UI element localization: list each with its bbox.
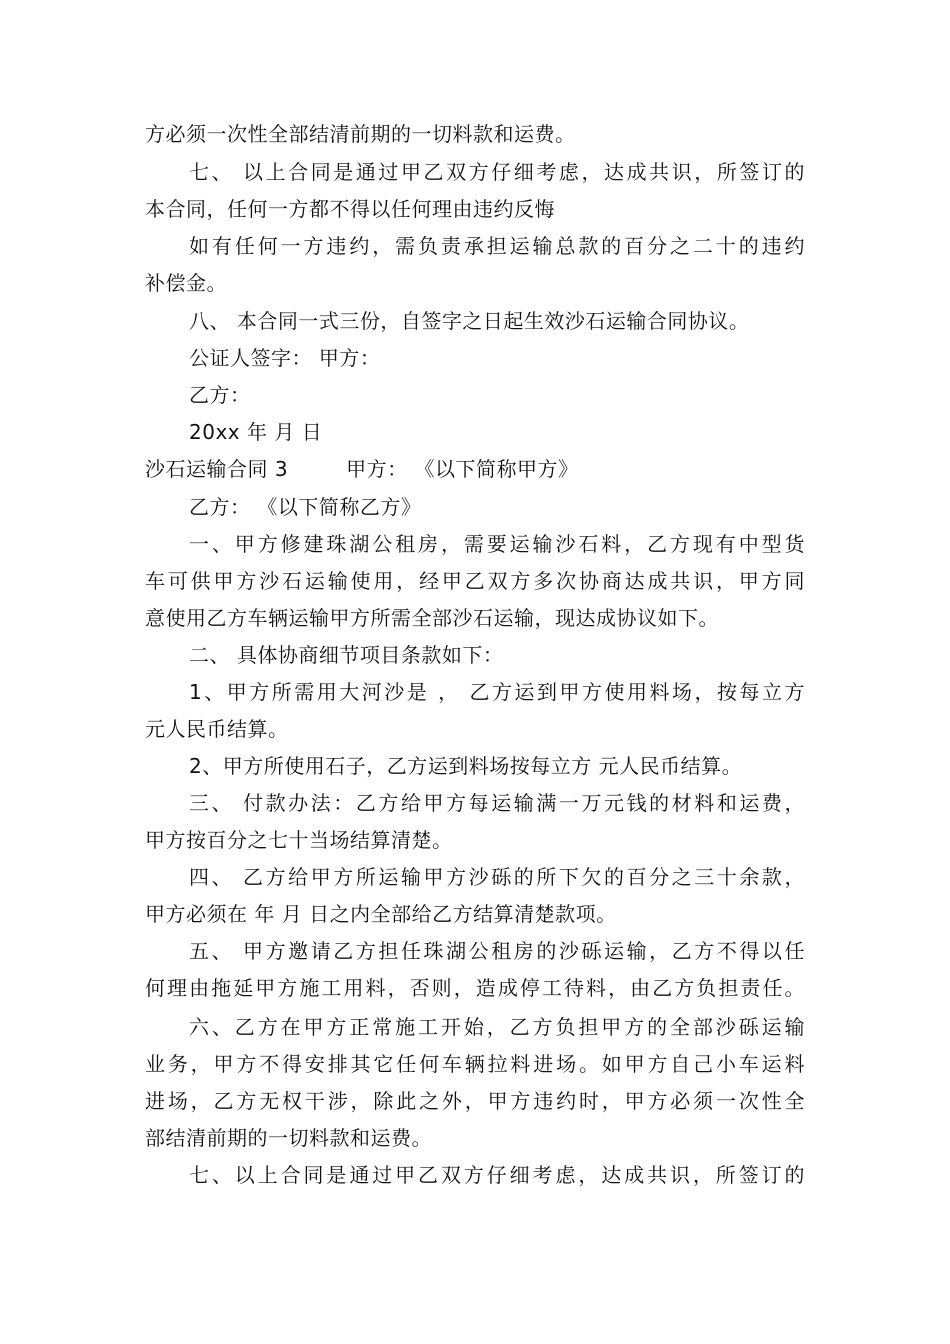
text-line: 六、乙方在甲方正常施工开始，乙方负担甲方的全部沙砾运输 [189, 1015, 805, 1039]
section-heading-line [145, 454, 578, 484]
text-line: 2、甲方所使用石子，乙方运到料场按每立方 元人民币结算。 [189, 754, 743, 778]
text-line: 二、 具体协商细节项目条款如下： [189, 643, 504, 667]
text-line: 七、 以上合同是通过甲乙双方仔细考虑，达成共识，所签订的 [189, 160, 805, 184]
text-line: 一、甲方修建珠湖公租房，需要运输沙石料，乙方现有中型货 [189, 532, 805, 556]
contract-title: 沙石运输合同 3 [145, 457, 289, 481]
text-line: 补偿金。 [145, 271, 227, 295]
text-line: 五、 甲方邀请乙方担任珠湖公租房的沙砾运输，乙方不得以任 [189, 939, 805, 963]
text-line: 部结清前期的一切料款和运费。 [145, 1126, 432, 1150]
text-line: 如有任何一方违约，需负责承担运输总款的百分之二十的违约 [189, 234, 805, 258]
text-line: 何理由拖延甲方施工用料，否则，造成停工待料，由乙方负担责任。 [145, 976, 805, 1000]
text-line: 20xx 年 月 日 [189, 420, 323, 444]
text-line: 车可供甲方沙石运输使用，经甲乙双方多次协商达成共识，甲方同 [145, 569, 805, 593]
text-line: 1、甲方所需用大河沙是 ， 乙方运到甲方使用料场，按每立方 [189, 680, 805, 704]
text-line: 三、 付款办法：乙方给甲方每运输满一万元钱的材料和运费， [189, 791, 805, 815]
text-line: 七、以上合同是通过甲乙双方仔细考虑，达成共识，所签订的 [189, 1163, 805, 1187]
text-line: 乙方： 《以下简称乙方》 [189, 495, 422, 519]
text-line: 四、 乙方给甲方所运输甲方沙砾的所下欠的百分之三十余款， [189, 865, 805, 889]
text-line: 乙方： [189, 383, 251, 407]
text-line: 方必须一次性全部结清前期的一切料款和运费。 [145, 122, 576, 146]
text-line: 甲方必须在 年 月 日之内全部给乙方结算清楚款项。 [145, 902, 617, 926]
text-line: 八、 本合同一式三份，自签字之日起生效沙石运输合同协议。 [189, 309, 750, 333]
text-line: 公证人签字： 甲方： [189, 346, 381, 370]
text-line: 元人民币结算。 [145, 717, 289, 741]
text-line: 进场，乙方无权干涉，除此之外，甲方违约时，甲方必须一次性全 [145, 1089, 805, 1113]
text-line: 本合同，任何一方都不得以任何理由违约反悔 [145, 197, 555, 221]
text-line: 意使用乙方车辆运输甲方所需全部沙石运输，现达成协议如下。 [145, 606, 719, 630]
text-line: 甲方按百分之七十当场结算清楚。 [145, 828, 453, 852]
text-line: 业务，甲方不得安排其它任何车辆拉料进场。如甲方自己小车运料 [145, 1052, 805, 1076]
party-a-label: 甲方： 《以下简称甲方》 [346, 457, 579, 481]
